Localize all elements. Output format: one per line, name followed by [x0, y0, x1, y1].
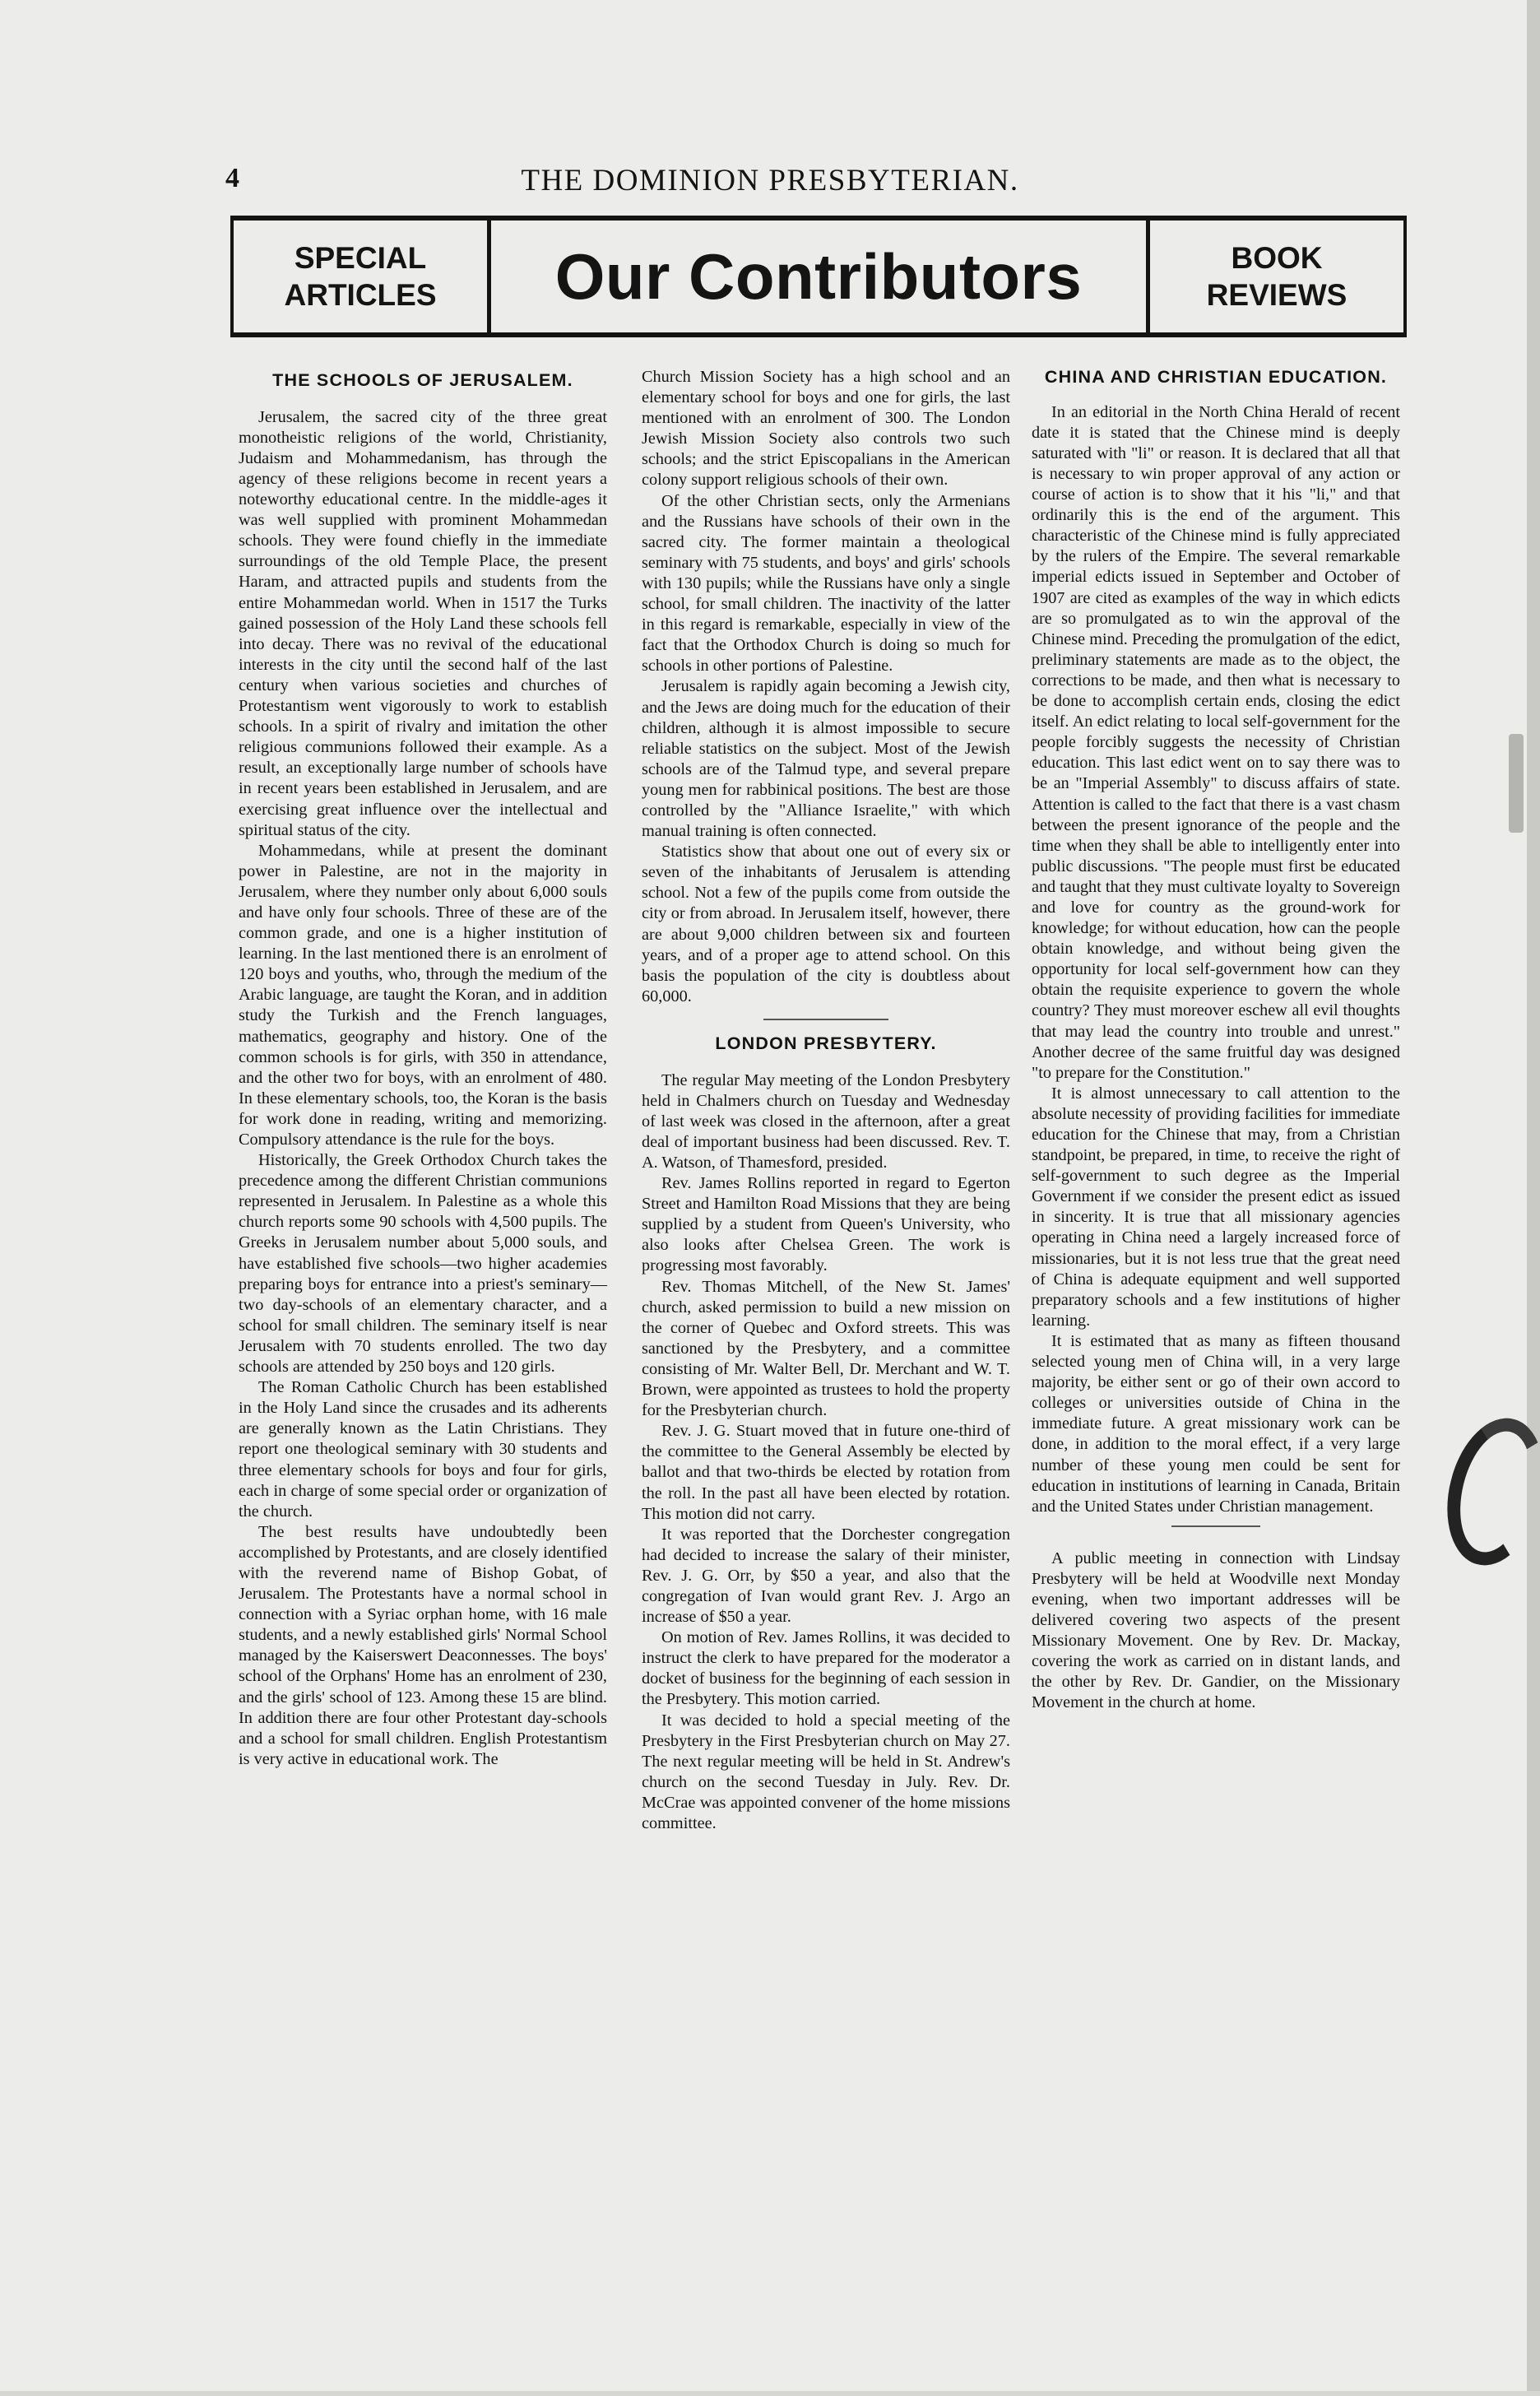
page-number: 4 — [225, 163, 239, 193]
article-paragraph: Rev. James Rollins reported in regard to Egerton Street and Hamilton Road Missions that they are being supplied by a student from Queen's University, who also looks after Chelsea Green. The work is progressing most favorably. — [642, 1174, 1010, 1275]
article-paragraph: It is almost unnecessary to call attention to the absolute necessity of providing facilities for immediate education for the Chinese that may, from a Christian standpoint, be prepared, in time, to receive the right of self-government to such degree as the Imperial Government if we consider the present edict as issued in sincerity. It is true that all missionary agencies operating in China need a largely increased force of missionaries, but it is not less true that the great need of China is adequate equipment and well supported preparatory schools and a few institutions of higher learning. — [1032, 1084, 1400, 1330]
article-paragraph: It was reported that the Dorchester congregation had decided to increase the salary of their minister, Rev. J. G. Orr, by $50 a year, and also that the congregation of Ivan would grant Rev. J. Argo an increase of $50 a year. — [642, 1525, 1010, 1627]
section-banner — [230, 216, 1407, 337]
banner-right-line: BOOK — [1231, 240, 1323, 275]
banner-right-line: REVIEWS — [1206, 278, 1348, 312]
banner-left-line: SPECIAL — [294, 240, 427, 275]
page-edge-bottom — [0, 2391, 1540, 2396]
article-paragraph: Rev. Thomas Mitchell, of the New St. James' church, asked permission to build a new mission on the corner of Quebec and Oxford streets. This was sanctioned by the Presbytery, and a committee consisting of Mr. Walter Bell, Dr. Merchant and W. T. Brown, were appointed as trustees to hold the property for the Presbyterian church. — [642, 1277, 1010, 1420]
notice-paragraph: A public meeting in connection with Lindsay Presbytery will be held at Woodville next Monday evening, when two important addresses will be delivered covering two aspects of the present Missionary Movement. One by Rev. Dr. Mackay, covering the work as carried on in distant lands, and the other by Rev. Dr. Gandier, on the Missionary Movement in the church at home. — [1032, 1549, 1400, 1712]
hole-punch-mark — [1433, 1408, 1540, 1576]
article-paragraph: On motion of Rev. James Rollins, it was decided to instruct the clerk to have prepared for the moderator a docket of business for the beginning of each session in the Presbytery. This motion carried. — [642, 1628, 1010, 1709]
banner-right-label — [1146, 221, 1403, 332]
article-paragraph: Church Mission Society has a high school and an elementary school for boys and one for girls, the last mentioned with an enrolment of 300. The London Jewish Mission Society also controls two such schools; and the strict Episcopalians in the American colony support religious schools of their own. — [642, 368, 1010, 490]
article-paragraph: The best results have undoubtedly been accomplished by Protestants, and are closely identified with the reverend name of Bishop Gobat, of Jerusalem. The Protestants have a normal school in connection with a Syriac orphan home, with 16 male students, and a newly established girls' Normal School managed by the Kaiserswert Deaconnesses. The boys' school of the Orphans' Home has an enrolment of 230, and the girls' school of 123. Among these 15 are blind. In addition there are four other Protestant day-schools and a school for small children. English Protestantism is very active in educational work. The — [239, 1522, 607, 1768]
article-paragraph: Of the other Christian sects, only the Armenians and the Russians have schools of their own in the sacred city. The former maintain a theological seminary with 75 students, and boys' and girls' schools with 130 pupils; while the Russians have only a single school, for small children. The inactivity of the latter in this regard is remarkable, especially in view of the fact that the Orthodox Church is doing so much for schools in other portions of Palestine. — [642, 491, 1010, 676]
article-paragraph: Jerusalem is rapidly again becoming a Jewish city, and the Jews are doing much for the education of their children, although it is almost impossible to secure reliable statistics on the subject. Most of the Jewish schools are of the Talmud type, and several prepare young men for rabbinical positions. The best are those controlled by the "Alliance Israelite," with which manual training is often connected. — [642, 677, 1010, 841]
article-heading: CHINA AND CHRISTIAN EDUCATION. — [1044, 367, 1388, 387]
article-paragraph: Historically, the Greek Orthodox Church takes the precedence among the different Christian communions represented in Jerusalem. In Palestine as a whole this church reports some 90 schools with 4,500 pupils. The Greeks in Jerusalem number about 5,000 souls, and have established five schools—two higher academies preparing boys for entrance into a priest's seminary—two day-schools of an elementary character, and a school for small children. The seminary itself is near Jerusalem with 70 students enrolled. The two day schools are attended by 250 boys and 120 girls. — [239, 1151, 607, 1377]
page-edge — [1527, 0, 1540, 2396]
article-heading: THE SCHOOLS OF JERUSALEM. — [272, 370, 573, 390]
banner-left-line: ARTICLES — [284, 278, 437, 312]
banner-left-label — [234, 221, 491, 332]
article-paragraph: Statistics show that about one out of every six or seven of the inhabitants of Jerusalem is attending school. Not a few of the pupils come from outside the city or from abroad. In Jerusalem itself, however, there are about 9,000 children between six and fourteen years, and of a proper age to attend school. On this basis the population of the city is doubtless about 60,000. — [642, 843, 1010, 1005]
article-paragraph: Jerusalem, the sacred city of the three great monotheistic religions of the world, Christianity, Judaism and Mohammedanism, has through the agency of these religions become in recent years a noteworthy educational centre. In the middle-ages it was well supplied with prominent Mohammedan schools. They were found chiefly in the immediate surroundings of the old Temple Place, the present Haram, and attracted pupils and students from the entire Mohammedan world. When in 1517 the Turks gained possession of the Holy Land these schools fell into decay. There was no revival of the educational interests in the city until the second half of the last century when various societies and churches of Protestantism went vigorously to work to establish schools. In a spirit of rivalry and imitation the other religious communions followed their example. As a result, an exceptionally large number of schools have in recent years been established in Jerusalem, and are exercising great influence over the intellectual and spiritual status of the city. — [239, 407, 607, 839]
article-paragraph: The Roman Catholic Church has been established in the Holy Land since the crusades and its adherents are generally known as the Latin Christians. They report one theological seminary with 30 students and three elementary schools for boys and four for girls, each in charge of some special order or organization of the church. — [239, 1378, 607, 1521]
section-divider — [1171, 1525, 1260, 1527]
article-paragraph: Mohammedans, while at present the dominant power in Palestine, are not in the majority in Jerusalem, where they number only about 6,000 souls and have only four schools. Three of these are of the common grade, and one is a higher institution of learning. In the last mentioned there is an enrolment of 120 boys and youths, who, through the medium of the Arabic language, are taught the Koran, and in addition study the Turkish and the French languages, mathematics, geography and history. One of the common schools is for girls, with 350 in attendance, and the other two for boys, with an enrolment of 480. In these elementary schools, too, the Koran is the basis for work done in reading, writing and memorizing. Compulsory attendance is the rule for the boys. — [239, 841, 607, 1149]
article-column-2 — [642, 367, 1010, 1834]
publication-title: THE DOMINION PRESBYTERIAN. — [521, 164, 1019, 197]
binding-clip — [1509, 734, 1524, 833]
article-column-3 — [1032, 367, 1400, 1714]
article-paragraph: In an editorial in the North China Herald of recent date it is stated that the Chinese mind is deeply saturated with "li" or reason. It is declared that all that is necessary to win proper approval of any action or course of action is to show that it his "li," and that ordinarily this is the end of the argument. This characteristic of the Chinese mind is fully appreciated by the rulers of the Empire. The several remarkable imperial edicts issued in September and October of 1907 are cited as examples of the way in which edicts are so promulgated as to win the approval of the Chinese mind. Preceding the promulgation of the edict, preliminary statements are made as to the object, the corrections to be made, and then what is necessary to be done to accomplish certain ends, closing the edict itself. An edict relating to local self-government for the people forcibly suggests the necessity of Christian education. This last edict went on to say there was to be an "Imperial Assembly" to discuss affairs of state. Attention is called to the fact that there is a vast chasm between the present ignorance of the people and the time when they shall be able to intelligently enter into public discussions. "The people must first be educated and taught that they must cultivate loyalty to Sovereign and love for country as the ground-work for knowledge; for without education, how can the people obtain knowledge, and without being given the opportunity for local self-government how can they obtain the requisite experience to govern the whole country? They must moreover eschew all evil thoughts that may lead the country into trouble and unrest." Another decree of the same fruitful day was designed "to prepare for the Constitution." — [1032, 402, 1400, 1082]
banner-title: Our Contributors — [554, 239, 1083, 313]
running-head — [0, 163, 1540, 204]
article-paragraph: It was decided to hold a special meeting of the Presbytery in the First Presbyterian church on May 27. The next regular meeting will be held in St. Andrew's church on the second Tuesday in July. Rev. Dr. McCrae was appointed convener of the home missions committee. — [642, 1711, 1010, 1832]
article-heading: LONDON PRESBYTERY. — [715, 1033, 937, 1053]
article-column-1 — [239, 367, 607, 1770]
article-paragraph: The regular May meeting of the London Presbytery held in Chalmers church on Tuesday and Wednesday of last week was closed in the afternoon, after a great deal of important business had been discussed. Rev. T. A. Watson, of Thamesford, presided. — [642, 1070, 1010, 1172]
section-divider — [763, 1019, 888, 1020]
article-paragraph: It is estimated that as many as fifteen thousand selected young men of China will, in a very large majority, be either sent or go of their own accord to colleges or universities outside of China in the immediate future. A great missionary work can be done, in addition to the moral effect, if a very large number of these young men could be sent for education in institutions of learning in Canada, Britain and the United States under Christian management. — [1032, 1331, 1400, 1516]
article-paragraph: Rev. J. G. Stuart moved that in future one-third of the committee to the General Assembly be elected by ballot and that two-thirds be elected by rotation from the roll. In the past all have been elected by rotation. This motion did not carry. — [642, 1422, 1010, 1523]
